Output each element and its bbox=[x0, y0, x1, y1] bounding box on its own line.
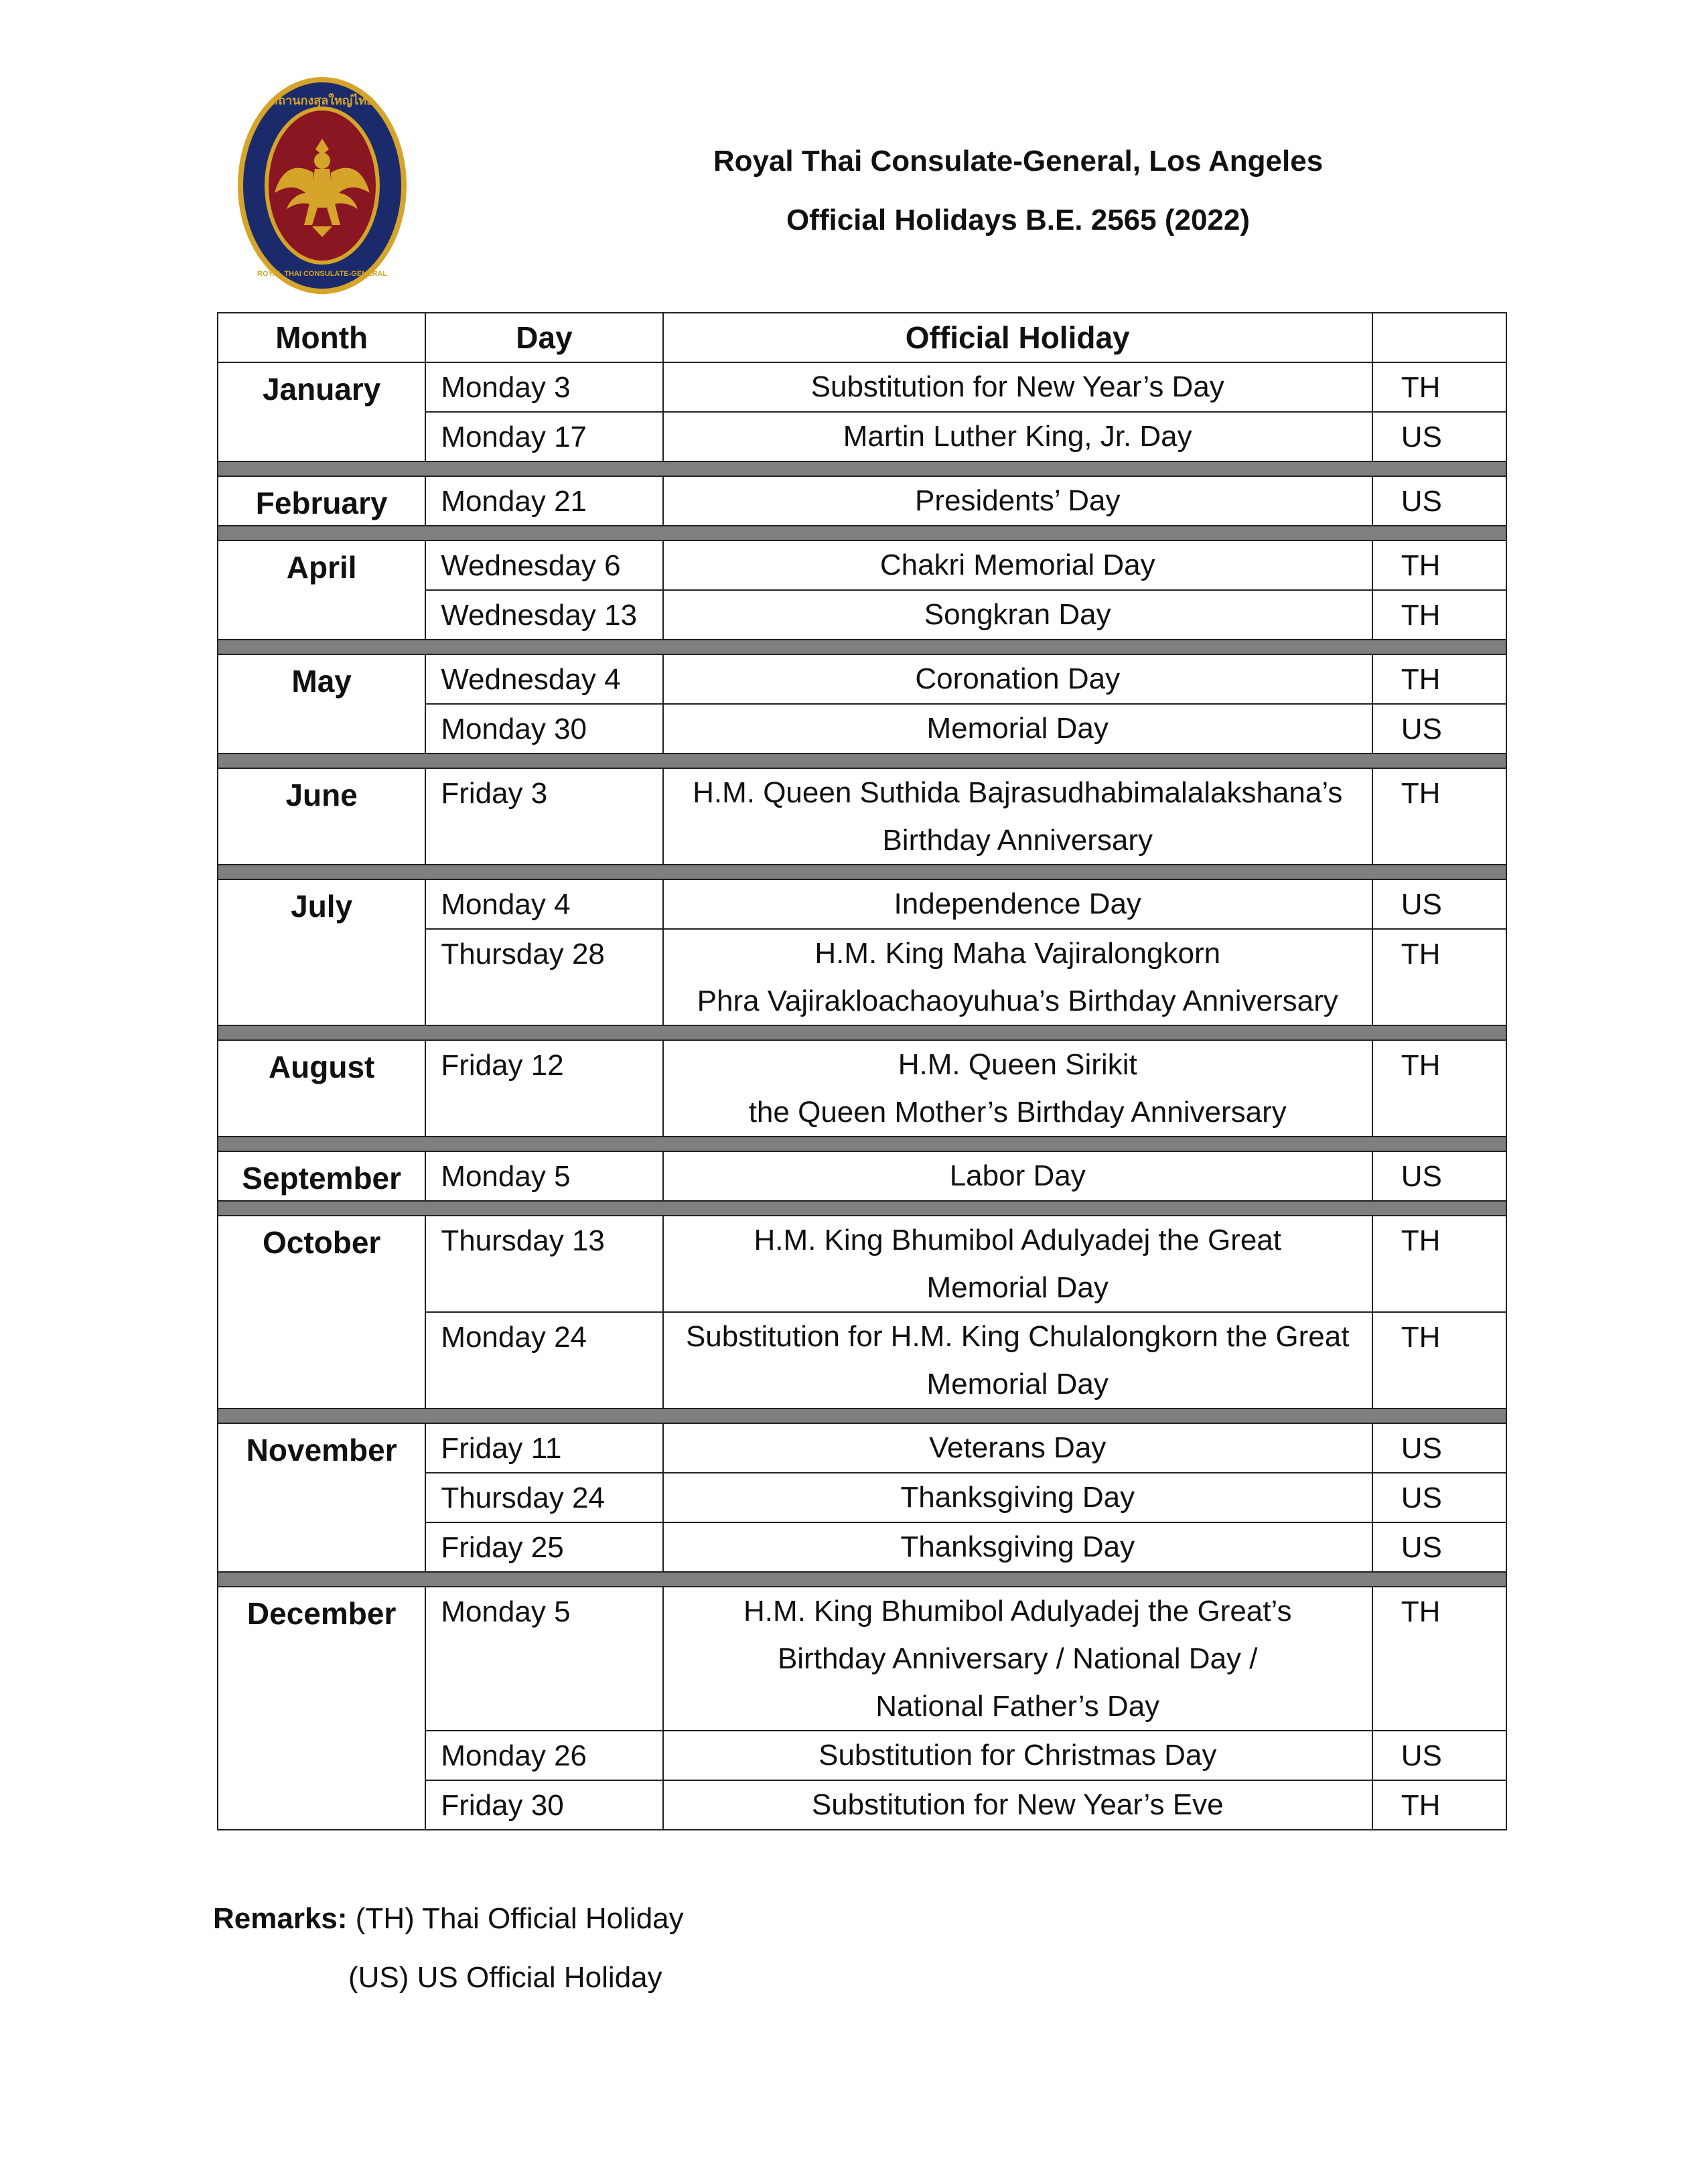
separator-bar bbox=[218, 1137, 1506, 1151]
holiday-line: Substitution for New Year’s Eve bbox=[811, 1788, 1224, 1821]
table-row bbox=[218, 654, 1506, 704]
day-cell: Wednesday 13 bbox=[425, 590, 662, 640]
month-separator bbox=[218, 640, 1506, 654]
document-subtitle: Official Holidays B.E. 2565 (2022) bbox=[786, 204, 1251, 236]
month-cell: May bbox=[218, 654, 425, 753]
separator-bar bbox=[218, 640, 1506, 654]
holiday-cell bbox=[663, 768, 1372, 865]
separator-bar bbox=[218, 526, 1506, 541]
separator-bar bbox=[218, 461, 1506, 476]
seal-text-top: สถานกงสุลใหญ่ไทย bbox=[271, 94, 374, 108]
holiday-line: H.M. King Maha Vajiralongkorn bbox=[814, 937, 1221, 970]
day-cell: Friday 30 bbox=[425, 1780, 662, 1830]
holiday-cell bbox=[663, 1587, 1372, 1731]
table-row bbox=[218, 1423, 1506, 1473]
document-title: Royal Thai Consulate-General, Los Angeles bbox=[713, 145, 1324, 177]
table-header-row bbox=[218, 313, 1506, 362]
holiday-cell bbox=[663, 362, 1372, 412]
remarks-line-1 bbox=[213, 1902, 684, 1936]
day-cell: Thursday 24 bbox=[425, 1473, 662, 1522]
table-row bbox=[218, 362, 1506, 412]
remarks-us: (US) US Official Holiday bbox=[348, 1961, 662, 1994]
country-tag-cell: US bbox=[1372, 476, 1506, 526]
remarks-line-2 bbox=[348, 1961, 662, 1995]
remarks-th: (TH) Thai Official Holiday bbox=[355, 1902, 684, 1935]
seal-text-bottom: ROYAL THAI CONSULATE-GENERAL bbox=[257, 270, 388, 278]
holiday-line: Substitution for New Year’s Day bbox=[810, 370, 1224, 403]
day-cell: Monday 30 bbox=[425, 704, 662, 753]
holiday-line: Memorial Day bbox=[926, 1368, 1109, 1400]
separator-bar bbox=[218, 753, 1506, 768]
month-separator bbox=[218, 1137, 1506, 1151]
holiday-cell bbox=[663, 1151, 1372, 1201]
day-cell: Wednesday 4 bbox=[425, 654, 662, 704]
holiday-line: National Father’s Day bbox=[875, 1690, 1160, 1723]
table-row bbox=[218, 476, 1506, 526]
table-row bbox=[218, 541, 1506, 590]
header-holiday: Official Holiday bbox=[663, 313, 1372, 362]
month-cell: July bbox=[218, 879, 425, 1025]
country-tag-cell: TH bbox=[1372, 590, 1506, 640]
holiday-cell bbox=[663, 541, 1372, 590]
holiday-line: Presidents’ Day bbox=[914, 484, 1121, 517]
holidays-table bbox=[217, 312, 1507, 1830]
holiday-line: Chakri Memorial Day bbox=[879, 549, 1155, 581]
table-row bbox=[218, 879, 1506, 929]
country-tag-cell: TH bbox=[1372, 1040, 1506, 1137]
country-tag-cell: TH bbox=[1372, 1780, 1506, 1830]
month-cell: November bbox=[218, 1423, 425, 1572]
holiday-line: Independence Day bbox=[894, 887, 1141, 920]
holiday-cell bbox=[663, 929, 1372, 1025]
holiday-cell bbox=[663, 476, 1372, 526]
holiday-line: Labor Day bbox=[949, 1159, 1086, 1192]
day-cell: Friday 3 bbox=[425, 768, 662, 865]
day-cell: Thursday 28 bbox=[425, 929, 662, 1025]
month-separator bbox=[218, 1409, 1506, 1423]
month-separator bbox=[218, 1572, 1506, 1587]
month-separator bbox=[218, 1201, 1506, 1216]
country-tag-cell: TH bbox=[1372, 541, 1506, 590]
holiday-line: Songkran Day bbox=[924, 598, 1111, 631]
holiday-cell bbox=[663, 654, 1372, 704]
holiday-cell bbox=[663, 1216, 1372, 1312]
month-separator bbox=[218, 526, 1506, 541]
holiday-line: Martin Luther King, Jr. Day bbox=[843, 420, 1192, 453]
table-row bbox=[218, 768, 1506, 865]
holiday-line: Phra Vajirakloachaoyuhua’s Birthday Anniversary bbox=[697, 985, 1338, 1017]
holiday-line: Veterans Day bbox=[929, 1431, 1107, 1464]
country-tag-cell: TH bbox=[1372, 1312, 1506, 1409]
month-cell: December bbox=[218, 1587, 425, 1830]
header-tag bbox=[1372, 313, 1506, 362]
day-cell: Wednesday 6 bbox=[425, 541, 662, 590]
country-tag-cell: TH bbox=[1372, 929, 1506, 1025]
country-tag-cell: TH bbox=[1372, 362, 1506, 412]
holiday-line: Memorial Day bbox=[926, 712, 1109, 745]
holiday-line: the Queen Mother’s Birthday Anniversary bbox=[748, 1096, 1287, 1129]
country-tag-cell: US bbox=[1372, 879, 1506, 929]
holiday-line: Memorial Day bbox=[926, 1271, 1109, 1304]
header-month: Month bbox=[218, 313, 425, 362]
country-tag-cell: US bbox=[1372, 412, 1506, 461]
holiday-cell bbox=[663, 1473, 1372, 1522]
table-row bbox=[218, 1040, 1506, 1137]
month-cell: August bbox=[218, 1040, 425, 1137]
holiday-cell bbox=[663, 879, 1372, 929]
holiday-line: H.M. Queen Sirikit bbox=[898, 1048, 1137, 1081]
month-separator bbox=[218, 461, 1506, 476]
day-cell: Monday 4 bbox=[425, 879, 662, 929]
country-tag-cell: US bbox=[1372, 1151, 1506, 1201]
holiday-line: H.M. Queen Suthida Bajrasudhabimalalakshana’s bbox=[693, 776, 1343, 809]
holiday-line: H.M. King Bhumibol Adulyadej the Great bbox=[754, 1224, 1281, 1256]
holiday-line: Birthday Anniversary bbox=[882, 824, 1153, 857]
separator-bar bbox=[218, 865, 1506, 879]
table-body bbox=[218, 362, 1506, 1830]
holiday-line: Thanksgiving Day bbox=[900, 1530, 1135, 1563]
month-separator bbox=[218, 1025, 1506, 1040]
country-tag-cell: TH bbox=[1372, 768, 1506, 865]
holiday-cell bbox=[663, 1780, 1372, 1830]
month-cell: October bbox=[218, 1216, 425, 1409]
holiday-cell bbox=[663, 704, 1372, 753]
day-cell: Monday 24 bbox=[425, 1312, 662, 1409]
separator-bar bbox=[218, 1409, 1506, 1423]
holiday-cell bbox=[663, 1040, 1372, 1137]
table-row bbox=[218, 1216, 1506, 1312]
consulate-seal-logo bbox=[236, 75, 409, 296]
day-cell: Monday 26 bbox=[425, 1731, 662, 1780]
holiday-line: Coronation Day bbox=[915, 662, 1121, 695]
holiday-line: Substitution for H.M. King Chulalongkorn the Great bbox=[685, 1320, 1350, 1353]
day-cell: Monday 3 bbox=[425, 362, 662, 412]
holiday-cell bbox=[663, 1423, 1372, 1473]
holiday-cell bbox=[663, 1312, 1372, 1409]
day-cell: Monday 5 bbox=[425, 1151, 662, 1201]
holiday-line: Birthday Anniversary / National Day / bbox=[777, 1642, 1258, 1675]
month-cell: September bbox=[218, 1151, 425, 1201]
day-cell: Friday 25 bbox=[425, 1522, 662, 1572]
month-cell: February bbox=[218, 476, 425, 526]
remarks-label: Remarks: bbox=[213, 1902, 348, 1935]
separator-bar bbox=[218, 1572, 1506, 1587]
holiday-cell bbox=[663, 590, 1372, 640]
country-tag-cell: US bbox=[1372, 704, 1506, 753]
separator-bar bbox=[218, 1025, 1506, 1040]
country-tag-cell: TH bbox=[1372, 1587, 1506, 1731]
country-tag-cell: US bbox=[1372, 1423, 1506, 1473]
country-tag-cell: TH bbox=[1372, 654, 1506, 704]
separator-bar bbox=[218, 1201, 1506, 1216]
country-tag-cell: TH bbox=[1372, 1216, 1506, 1312]
table-row bbox=[218, 1151, 1506, 1201]
month-separator bbox=[218, 865, 1506, 879]
holiday-cell bbox=[663, 1731, 1372, 1780]
month-cell: January bbox=[218, 362, 425, 461]
day-cell: Friday 12 bbox=[425, 1040, 662, 1137]
holiday-line: Substitution for Christmas Day bbox=[819, 1739, 1217, 1772]
month-cell: June bbox=[218, 768, 425, 865]
table-row bbox=[218, 1587, 1506, 1731]
holiday-cell bbox=[663, 412, 1372, 461]
month-cell: April bbox=[218, 541, 425, 640]
day-cell: Monday 17 bbox=[425, 412, 662, 461]
day-cell: Monday 5 bbox=[425, 1587, 662, 1731]
country-tag-cell: US bbox=[1372, 1473, 1506, 1522]
holiday-line: Thanksgiving Day bbox=[900, 1481, 1135, 1514]
holiday-line: H.M. King Bhumibol Adulyadej the Great’s bbox=[743, 1595, 1292, 1628]
day-cell: Friday 11 bbox=[425, 1423, 662, 1473]
day-cell: Monday 21 bbox=[425, 476, 662, 526]
header-day: Day bbox=[425, 313, 662, 362]
country-tag-cell: US bbox=[1372, 1522, 1506, 1572]
country-tag-cell: US bbox=[1372, 1731, 1506, 1780]
holiday-cell bbox=[663, 1522, 1372, 1572]
day-cell: Thursday 13 bbox=[425, 1216, 662, 1312]
month-separator bbox=[218, 753, 1506, 768]
